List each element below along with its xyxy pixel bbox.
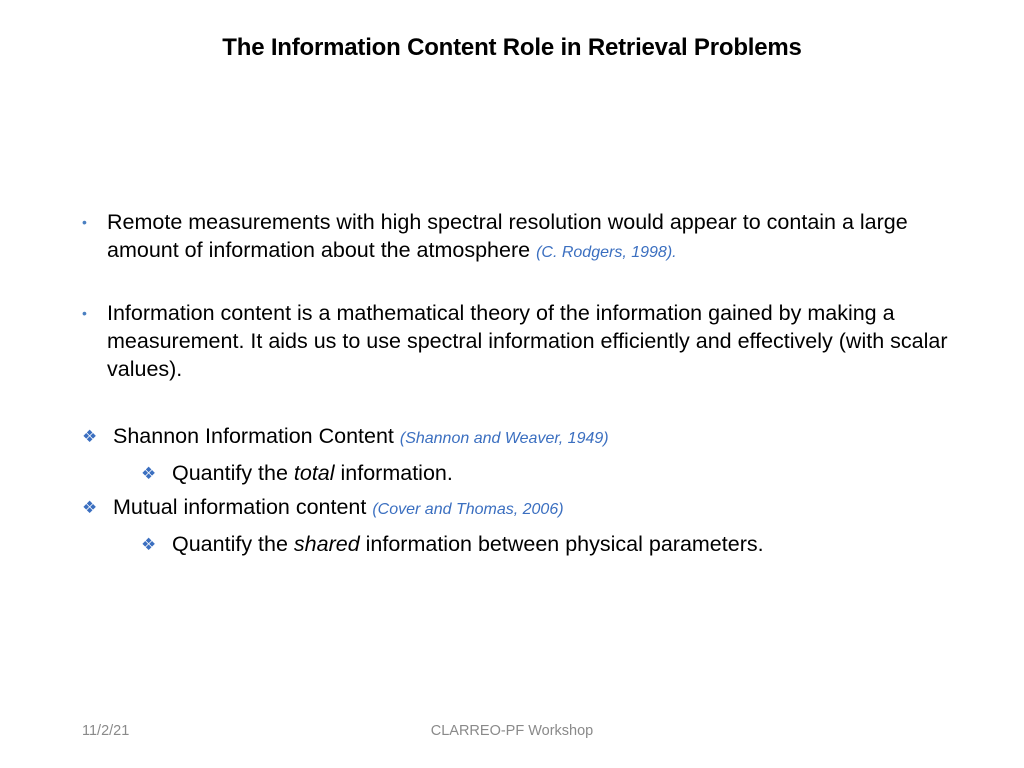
- footer-date: 11/2/21: [82, 723, 130, 739]
- diamond-bullet-icon: ❖: [141, 464, 157, 483]
- citation-tail: .: [672, 244, 677, 261]
- diamond-item: [82, 419, 962, 456]
- dot-bullet-icon: •: [82, 214, 87, 230]
- bullet-item: [82, 299, 962, 383]
- sub-text-post: information between physical parameters.: [359, 532, 764, 556]
- dot-bullet-icon: •: [82, 305, 87, 321]
- citation: (Cover and Thomas, 2006): [372, 501, 564, 518]
- sub-text-emphasis: total: [293, 461, 335, 485]
- footer-event: CLARREO-PF Workshop: [430, 723, 594, 739]
- citation: (C. Rodgers, 1998): [536, 244, 673, 261]
- diamond-bullet-icon: ❖: [141, 535, 157, 554]
- bullet-text: Information content is a mathematical theory of the information gained by making a measurement. It aids us to use spectral information efficiently and effectively (with scalar values).: [107, 301, 948, 381]
- bullet-text: Remote measurements with high spectral resolution would appear to contain a large amount of information about the atmosphere: [107, 210, 908, 262]
- bullet-item: [82, 208, 962, 267]
- sub-text-emphasis: shared: [293, 532, 360, 556]
- sub-text-pre: Quantify the: [172, 532, 294, 556]
- sub-text-post: information.: [334, 461, 453, 485]
- diamond-list: [82, 419, 962, 561]
- citation: (Shannon and Weaver, 1949): [399, 430, 609, 447]
- bullet-list: [82, 208, 962, 383]
- sub-text-pre: Quantify the: [172, 461, 294, 485]
- point-text: Mutual information content: [113, 495, 373, 519]
- diamond-subitem: [82, 527, 962, 561]
- diamond-bullet-icon: ❖: [82, 427, 98, 446]
- diamond-item: [82, 490, 962, 527]
- slide-title: The Information Content Role in Retrieval Problems: [222, 34, 802, 61]
- diamond-bullet-icon: ❖: [82, 498, 98, 517]
- point-text: Shannon Information Content: [113, 424, 400, 448]
- diamond-subitem: [82, 456, 962, 490]
